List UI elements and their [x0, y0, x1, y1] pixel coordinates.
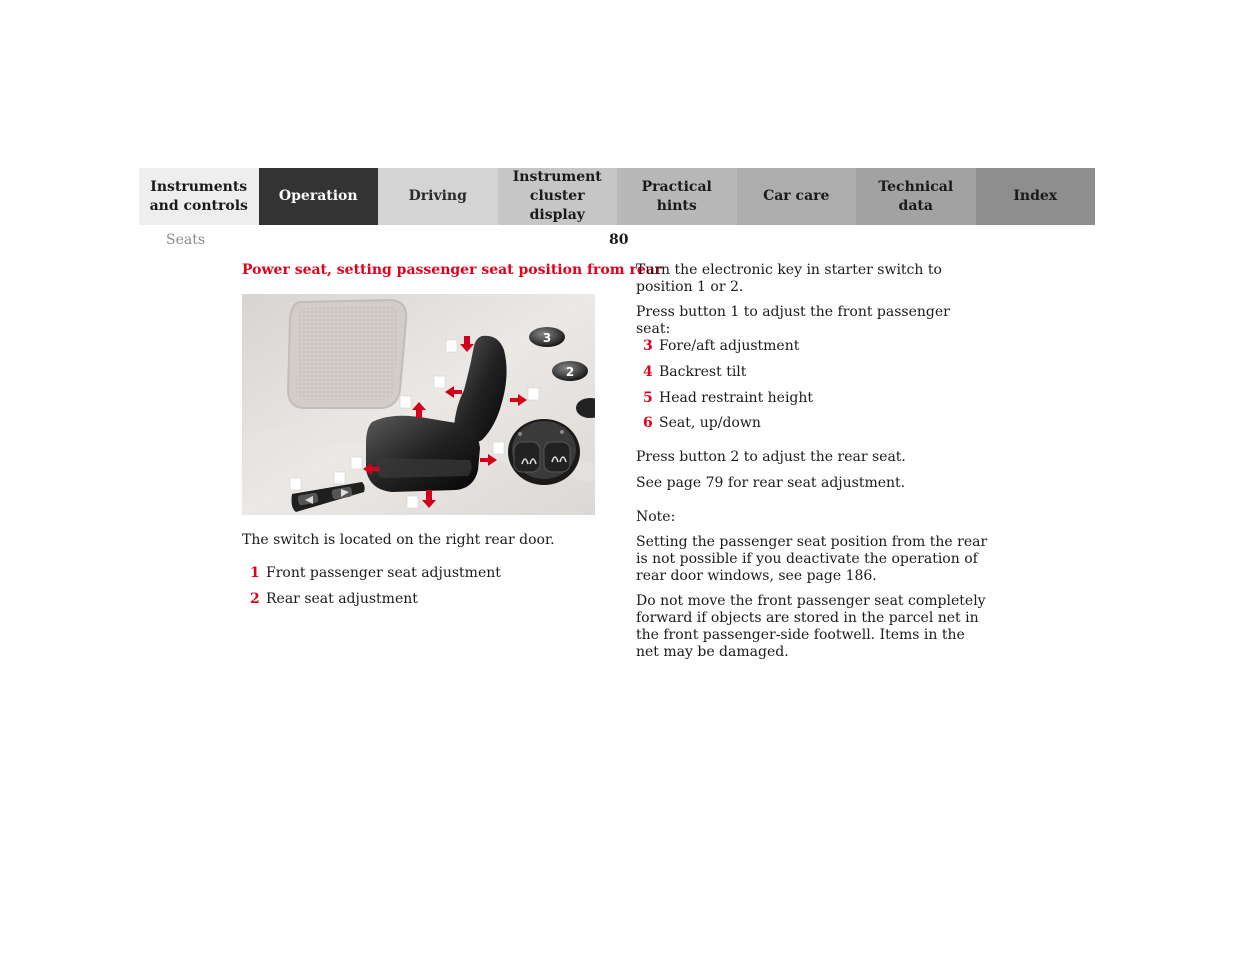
note-label: Note: [636, 509, 676, 525]
tab-technical-data[interactable]: Technical data [856, 168, 976, 225]
tab-car-care[interactable]: Car care [737, 168, 857, 225]
note-paragraph: Setting the passenger seat position from the rear is not possible if you deactivate the operation of rear door windows, see page 186. [636, 534, 988, 584]
section-title: Seats [166, 232, 206, 248]
tab-index[interactable]: Index [976, 168, 1096, 225]
paragraph: Press button 1 to adjust the front passenger seat: [636, 304, 950, 337]
list-item: 1 Front passenger seat adjustment [250, 565, 501, 581]
note-paragraph: Do not move the front passenger seat completely forward if objects are stored in the parcel net in the front passenger-side footwell. Items in the net may be damaged. [636, 593, 986, 660]
figure-caption: The switch is located on the right rear door. [242, 532, 555, 548]
front-seat-button [552, 361, 588, 381]
seat-heater-switch-icon [508, 419, 580, 485]
chapter-tabs [139, 168, 1095, 225]
section-heading: Power seat, setting passenger seat position from rear [242, 262, 663, 278]
list-item: 4 Backrest tilt [643, 364, 747, 380]
tab-driving[interactable]: Driving [378, 168, 498, 225]
speaker-grille-icon [288, 300, 406, 408]
list-item: 6 Seat, up/down [643, 415, 761, 431]
list-item: 5 Head restraint height [643, 390, 814, 406]
paragraph: Press button 2 to adjust the rear seat. [636, 449, 906, 465]
tab-instruments-and-controls[interactable]: Instruments and controls [139, 168, 259, 225]
list-item: 2 Rear seat adjustment [250, 591, 418, 607]
page-number: 80 [609, 232, 629, 248]
seat-switch-illustration [242, 294, 595, 515]
tab-operation[interactable]: Operation [259, 168, 379, 225]
rear-seat-button [529, 327, 565, 347]
paragraph: See page 79 for rear seat adjustment. [636, 475, 906, 491]
figure-label-3: 3 [542, 331, 552, 345]
figure-label-2: 2 [565, 365, 575, 379]
list-item: 3 Fore/aft adjustment [643, 338, 800, 354]
tab-instrument-cluster-display[interactable]: Instrument cluster display [498, 168, 618, 225]
paragraph: Turn the electronic key in starter switch to position 1 or 2. [636, 262, 942, 295]
tab-practical-hints[interactable]: Practical hints [617, 168, 737, 225]
